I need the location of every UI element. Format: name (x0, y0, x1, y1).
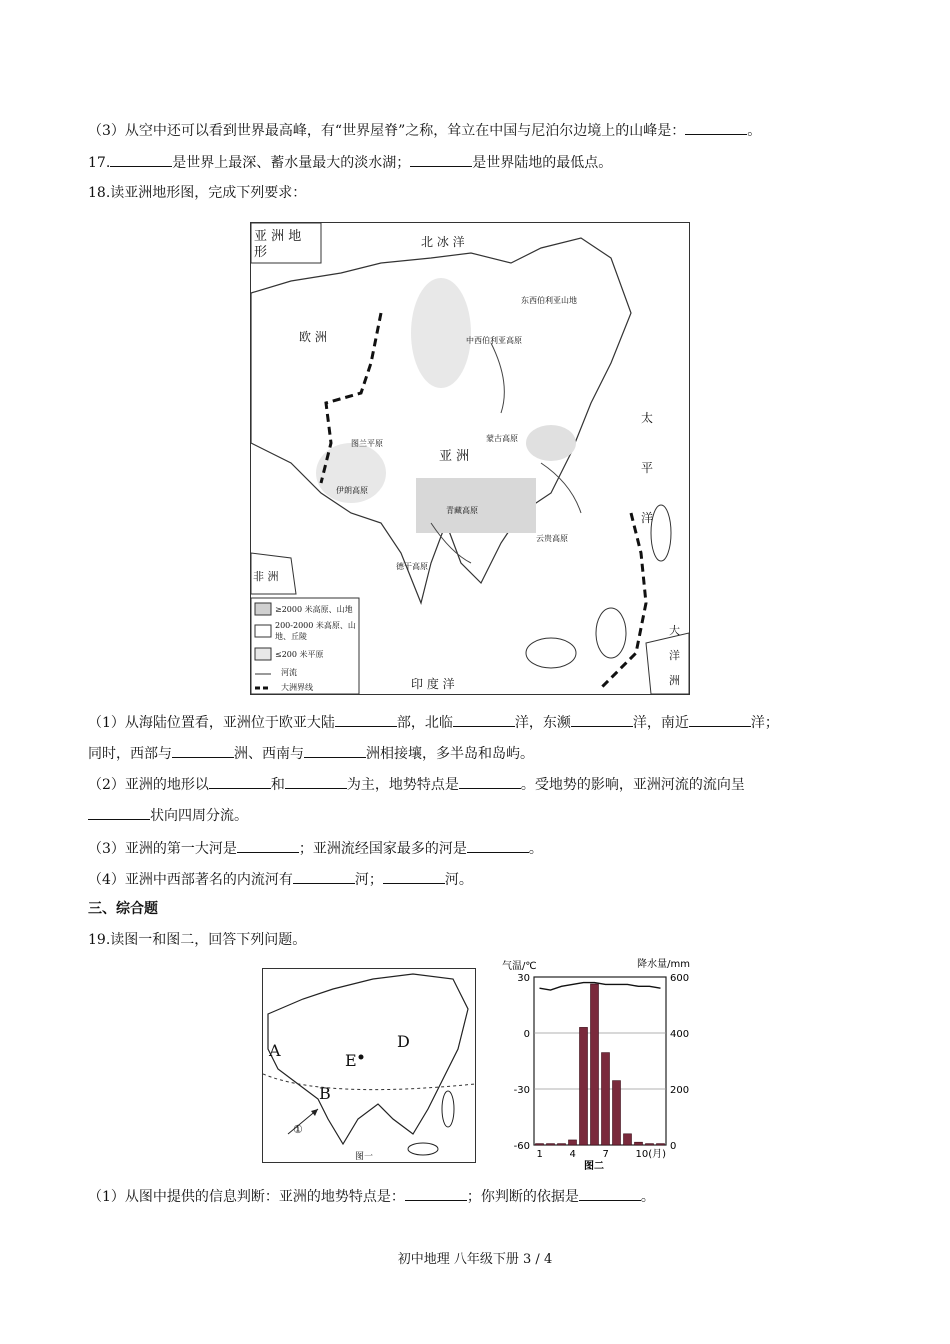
question-text: 洋，南近 (632, 715, 689, 731)
precipitation-bar (613, 1081, 621, 1145)
q18-4-line (88, 869, 473, 890)
legend-item: 200-2000 米高原、山地、丘陵 (275, 621, 356, 641)
answer-blank[interactable] (304, 743, 366, 758)
q16-3-line (88, 120, 761, 141)
map-title: 亚 洲 地 形 (254, 229, 302, 260)
answer-blank[interactable] (453, 712, 515, 727)
question-text: 。 (528, 841, 543, 857)
point-label-b: B (319, 1084, 331, 1103)
figure-one-map (262, 968, 476, 1163)
question-text: 是世界上最深、蓄水量最大的淡水湖； (172, 155, 411, 171)
precipitation-bar (580, 1027, 588, 1145)
terrain-label: 东西伯利亚山地 (521, 296, 577, 305)
precipitation-bar (536, 1144, 544, 1145)
terrain-label: 蒙古高原 (486, 434, 518, 443)
question-text: 河； (354, 872, 383, 888)
question-text: （3）从空中还可以看到世界最高峰，有“世界屋脊”之称，耸立在中国与尼泊尔边境上的山峰是： (88, 123, 686, 139)
legend-item: 河流 (281, 668, 297, 677)
indian-ocean-label: 印 度 洋 (411, 677, 455, 691)
pacific-char: 洋 (641, 511, 654, 525)
chart-caption: 图二 (584, 1161, 604, 1172)
answer-blank[interactable] (689, 712, 751, 727)
legend-item: 大洲界线 (281, 683, 313, 692)
africa-label: 非 洲 (253, 570, 279, 583)
q18-line: 18.读亚洲地形图，完成下列要求： (88, 185, 307, 201)
question-text: ；你判断的依据是 (466, 1189, 579, 1205)
legend-item: ≥2000 米高原、山地 (275, 605, 353, 614)
question-text: 为主，地势特点是 (346, 777, 459, 793)
climate-chart (498, 955, 694, 1177)
answer-blank[interactable] (285, 774, 347, 789)
precipitation-bar (657, 1144, 665, 1145)
y-right-label: 降水量/mm (637, 959, 690, 970)
question-text: （1）从图中提供的信息判断：亚洲的地势特点是： (88, 1189, 405, 1205)
answer-blank[interactable] (571, 712, 633, 727)
answer-blank[interactable] (459, 774, 521, 789)
europe-label: 欧 洲 (299, 330, 327, 344)
figure-caption: 图一 (355, 1152, 374, 1162)
question-text: 洋； (750, 715, 779, 731)
arctic-ocean-label: 北 冰 洋 (421, 235, 465, 249)
question-text: 洲、西南与 (234, 746, 304, 762)
q18-1-line2 (88, 743, 534, 764)
y-right-tick: 0 (670, 1141, 677, 1152)
terrain-label: 德干高原 (396, 562, 428, 571)
oceania-label (669, 618, 683, 693)
point-label-e: E (345, 1051, 357, 1070)
q18-2-line2 (88, 805, 248, 826)
question-text: （1）从海陆位置看，亚洲位于欧亚大陆 (88, 715, 335, 731)
precipitation-bar (602, 1053, 610, 1145)
q17-line (88, 152, 612, 173)
pacific-char: 平 (641, 461, 654, 475)
point-label-a: A (269, 1041, 281, 1060)
precipitation-bar (558, 1144, 566, 1145)
precipitation-bar (635, 1142, 643, 1145)
terrain-label: 中西伯利亚高原 (466, 336, 522, 345)
y-left-tick: -60 (513, 1141, 530, 1152)
terrain-label: 图兰平原 (351, 439, 383, 448)
question-text: 。受地势的影响，亚洲河流的流向呈 (520, 777, 745, 793)
terrain-label: 云贵高原 (536, 534, 568, 543)
arrow-label: ① (293, 1123, 303, 1136)
asia-label: 亚 洲 (439, 449, 470, 464)
chart-frame (534, 977, 666, 1145)
y-left-tick: 30 (517, 973, 530, 984)
y-left-tick: 0 (523, 1029, 530, 1040)
answer-blank[interactable] (209, 774, 271, 789)
question-text: 。 (640, 1189, 655, 1205)
precipitation-bar (569, 1140, 577, 1145)
pacific-ocean-label (641, 393, 655, 543)
q18-1-line (88, 712, 779, 733)
answer-blank[interactable] (110, 152, 172, 167)
question-text: 部，北临 (396, 715, 453, 731)
q19-line: 19.读图一和图二，回答下列问题。 (88, 932, 307, 948)
question-text: （3）亚洲的第一大河是 (88, 841, 237, 857)
section-heading: 三、综合题 (88, 901, 158, 917)
answer-blank[interactable] (467, 838, 529, 853)
asia-terrain-map (250, 222, 690, 695)
page-footer: 初中地理 八年级下册 3 / 4 (397, 1252, 553, 1267)
precipitation-bar (547, 1144, 555, 1145)
answer-blank[interactable] (293, 869, 355, 884)
q18-3-line (88, 838, 543, 859)
answer-blank[interactable] (405, 1186, 467, 1201)
x-tick: 1 (536, 1149, 543, 1160)
question-text: 同时，西部与 (88, 746, 172, 762)
y-left-label: 气温/℃ (502, 961, 537, 972)
y-right-tick: 200 (670, 1085, 690, 1096)
y-right-tick: 400 (670, 1029, 690, 1040)
answer-blank[interactable] (335, 712, 397, 727)
question-text: （2）亚洲的地形以 (88, 777, 209, 793)
question-text: 。 (747, 123, 762, 139)
climate-chart-svg (498, 955, 694, 1177)
y-right-tick: 600 (670, 973, 690, 984)
answer-blank[interactable] (383, 869, 445, 884)
question-number: 17. (88, 155, 111, 171)
y-left-tick: -30 (513, 1085, 530, 1096)
question-text: 河。 (444, 872, 473, 888)
x-tick: 10(月) (635, 1149, 667, 1160)
answer-blank[interactable] (579, 1186, 641, 1201)
answer-blank[interactable] (88, 805, 150, 820)
question-text: （4）亚洲中西部著名的内流河有 (88, 872, 293, 888)
oceania-char: 洋 (669, 649, 680, 662)
question-text: 状向四周分流。 (150, 808, 248, 824)
precipitation-bar (591, 984, 599, 1145)
answer-blank[interactable] (410, 152, 472, 167)
oceania-char: 大 (669, 624, 680, 637)
x-tick: 4 (569, 1149, 576, 1160)
pacific-char: 太 (641, 411, 654, 425)
question-text: ；亚洲流经国家最多的河是 (298, 841, 467, 857)
x-tick: 7 (602, 1149, 609, 1160)
q19-1-line (88, 1186, 655, 1207)
answer-blank[interactable] (685, 120, 747, 135)
answer-blank[interactable] (237, 838, 299, 853)
question-text: 洲相接壤，多半岛和岛屿。 (366, 746, 534, 762)
terrain-label: 伊朗高原 (336, 486, 368, 495)
question-text: 和 (270, 777, 285, 793)
precipitation-bar (624, 1134, 632, 1145)
q18-2-line (88, 774, 745, 795)
point-label-d: D (397, 1032, 410, 1051)
precipitation-bar (646, 1144, 654, 1145)
oceania-char: 洲 (669, 674, 680, 687)
question-text: 洋，东濒 (514, 715, 571, 731)
question-text: 是世界陆地的最低点。 (472, 155, 613, 171)
answer-blank[interactable] (172, 743, 234, 758)
terrain-label: 青藏高原 (446, 506, 478, 515)
legend-item: ≤200 米平原 (275, 650, 324, 659)
